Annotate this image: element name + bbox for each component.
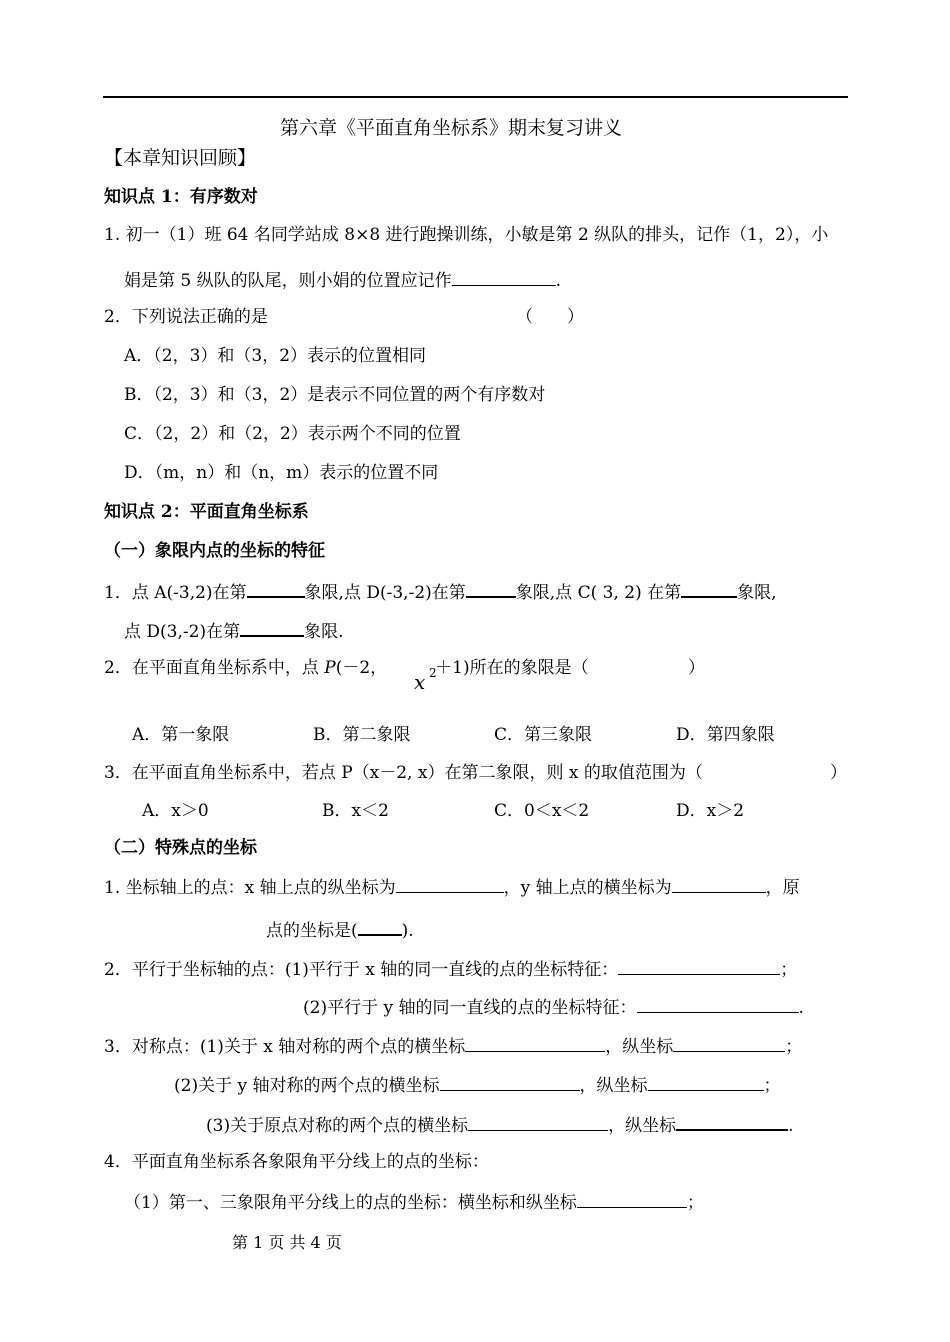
answer-blank[interactable] <box>637 994 799 1013</box>
answer-blank[interactable] <box>465 1033 605 1052</box>
kp2-s2-q3-text-c: (3)关于原点对称的两个点的横坐标 <box>206 1116 469 1136</box>
kp2-s2-q1-line1 <box>104 874 800 900</box>
kp2-s2-q2-text-a-end: ； <box>780 960 798 980</box>
kp2-s2-q3-text-c-end: . <box>788 1116 794 1136</box>
kp2-q2-option-d: D．第四象限 <box>676 725 775 745</box>
kp2-q3-option-b: B．x＜2 <box>322 801 389 821</box>
kp2-s2-q1-text-a: 1. 坐标轴上的点：x 轴上点的纵坐标为 <box>104 878 396 898</box>
kp1-q2-option-b: B．（2，3）和（3，2）是表示不同位置的两个有序数对 <box>124 385 546 405</box>
kp2-s2-q3-text-c-mid: ，纵坐标 <box>608 1116 677 1136</box>
kp2-q1-l2-text-b: 象限. <box>304 622 344 642</box>
answer-blank[interactable] <box>681 578 737 598</box>
kp2-s2-q3-line1 <box>104 1033 802 1059</box>
kp2-q3-stem: 3．在平面直角坐标系中，若点 P（x－2, x）在第二象限，则 x 的取值范围为（ <box>104 763 703 783</box>
answer-blank[interactable] <box>468 1112 608 1131</box>
kp2-q1-line2 <box>124 617 343 644</box>
kp2-q2-exponent: 2 <box>429 666 437 680</box>
kp2-q2-stem-c: ＋1)所在的象限是（ <box>435 658 589 678</box>
kp2-s2-q1-l2-text-a: 点的坐标是( <box>266 921 358 941</box>
kp2-q3-option-c: C．0＜x＜2 <box>494 801 590 821</box>
answer-blank[interactable] <box>577 1189 687 1208</box>
kp2-q2-option-b: B．第二象限 <box>313 725 411 745</box>
kp2-q3-option-a: A．x＞0 <box>142 801 209 821</box>
kp2-q2-variable-x: x <box>414 670 426 694</box>
kp1-q1-line2-end: . <box>555 271 562 291</box>
answer-blank[interactable] <box>240 617 304 637</box>
kp2-q2-stem <box>104 656 589 680</box>
answer-blank[interactable] <box>358 916 402 936</box>
kp2-s2-q3-text-b-mid: ，纵坐标 <box>579 1076 648 1096</box>
kp2-s2-q1-text-c: ，原 <box>765 878 800 898</box>
kp2-s2-q3-text-b-end: ； <box>763 1076 781 1096</box>
kp2-heading: 知识点 2：平面直角坐标系 <box>104 502 309 522</box>
header-rule <box>103 96 848 98</box>
kp2-s2-q4-stem: 4．平面直角坐标系各象限角平分线上的点的坐标： <box>104 1152 489 1172</box>
kp2-s2-q1-l2-text-b: ). <box>401 921 414 941</box>
answer-blank[interactable] <box>440 1072 580 1091</box>
kp2-s2-q2-line1 <box>104 956 797 982</box>
kp2-q1-text-c: 象限,点 C( 3, 2) 在第 <box>515 583 682 603</box>
kp2-s2-q3-text-b: (2)关于 y 轴对称的两个点的横坐标 <box>174 1076 440 1096</box>
kp2-q2-option-a: A．第一象限 <box>132 725 230 745</box>
kp2-q3-option-d: D．x＞2 <box>676 801 745 821</box>
kp1-q2-stem: 2．下列说法正确的是 <box>104 307 268 327</box>
kp2-s2-q2-text-b-end: . <box>798 998 804 1018</box>
kp2-q2-stem-b: (－2， <box>335 658 388 678</box>
answer-blank[interactable] <box>676 1111 788 1131</box>
kp1-q2-option-d: D．（m，n）和（n，m）表示的位置不同 <box>124 463 439 483</box>
answer-blank[interactable] <box>452 267 556 286</box>
kp2-q1-text-a: 1．点 A(-3,2)在第 <box>104 583 247 603</box>
kp1-q1-line2 <box>124 267 561 293</box>
answer-blank[interactable] <box>466 578 516 598</box>
kp2-s2-q3-text-a-end: ； <box>785 1037 803 1057</box>
kp1-q2-option-a: A．（2，3）和（3，2）表示的位置相同 <box>124 346 427 366</box>
kp2-s2-q2-text-a: 2．平行于坐标轴的点：(1)平行于 x 轴的同一直线的点的坐标特征： <box>104 960 619 980</box>
kp1-q2-option-c: C．（2，2）和（2，2）表示两个不同的位置 <box>124 424 461 444</box>
kp2-s2-q4-item1-text: （1）第一、三象限角平分线上的点的坐标：横坐标和纵坐标 <box>124 1193 577 1213</box>
kp2-s2-q3-text-a: 3．对称点：(1)关于 x 轴对称的两个点的横坐标 <box>104 1037 466 1057</box>
answer-blank[interactable] <box>247 578 305 598</box>
kp2-q3-close-paren: ） <box>830 763 847 783</box>
kp2-s2-q4-item1 <box>124 1189 704 1215</box>
answer-blank[interactable] <box>672 874 766 893</box>
page-footer: 第 1 页 共 4 页 <box>232 1233 342 1252</box>
kp2-q1-line1 <box>104 578 777 605</box>
kp2-q2-option-c: C．第三象限 <box>494 725 593 745</box>
kp2-q1-l2-text-a: 点 D(3,-2)在第 <box>124 622 241 642</box>
kp2-q2-stem-a: 2．在平面直角坐标系中，点 <box>104 658 325 678</box>
kp2-q1-text-d: 象限, <box>737 583 777 603</box>
kp2-s2-q4-item1-end: ； <box>686 1193 704 1213</box>
answer-blank[interactable] <box>396 874 504 893</box>
kp2-q2-close-paren: ） <box>688 658 705 678</box>
kp1-q1-line1: 1. 初一（1）班 64 名同学站成 8×8 进行跑操训练，小敏是第 2 纵队的排头，记作（1，2），小 <box>104 225 829 245</box>
kp1-q2-paren: （ ） <box>516 307 584 327</box>
kp2-sub1-heading: （一）象限内点的坐标的特征 <box>104 541 325 561</box>
page-title: 第六章《平面直角坐标系》期末复习讲义 <box>280 117 623 139</box>
section-title: 【本章知识回顾】 <box>104 147 257 169</box>
kp2-s2-q1-text-b: ，y 轴上点的横坐标为 <box>503 878 672 898</box>
answer-blank[interactable] <box>673 1033 785 1052</box>
kp2-s2-q3-text-a-mid: ，纵坐标 <box>605 1037 674 1057</box>
kp2-q2-point-name: P <box>324 658 336 678</box>
kp2-s2-q2-line2 <box>303 994 804 1020</box>
kp2-sub2-heading: （二）特殊点的坐标 <box>104 838 257 858</box>
kp1-q1-line2-text: 娟是第 5 纵队的队尾，则小娟的位置应记作 <box>124 271 452 291</box>
kp2-s2-q2-text-b: (2)平行于 y 轴的同一直线的点的坐标特征： <box>303 998 637 1018</box>
answer-blank[interactable] <box>648 1072 764 1091</box>
kp2-q1-text-b: 象限,点 D(-3,-2)在第 <box>304 583 466 603</box>
kp1-heading: 知识点 1：有序数对 <box>104 187 258 207</box>
kp2-s2-q3-line2 <box>174 1072 781 1098</box>
answer-blank[interactable] <box>618 956 780 975</box>
kp2-s2-q3-line3 <box>206 1111 794 1138</box>
kp2-s2-q1-line2 <box>266 916 414 943</box>
